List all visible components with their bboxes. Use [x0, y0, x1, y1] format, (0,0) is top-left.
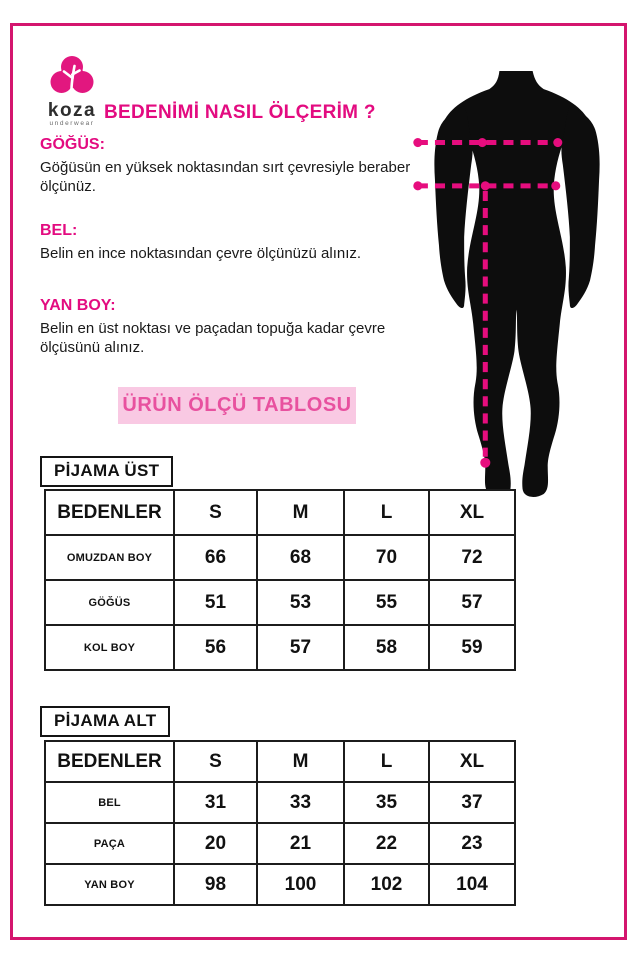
- sizes-header-cell: BEDENLER: [45, 490, 174, 535]
- size-value-cell: 102: [344, 864, 429, 905]
- size-column-header: L: [344, 490, 429, 535]
- measurement-row-label: PAÇA: [45, 823, 174, 864]
- size-value-cell: 56: [174, 625, 257, 670]
- section-text: Belin en üst noktası ve paçadan topuğa kadar çevre ölçüsünü alınız.: [40, 320, 386, 356]
- size-column-header: XL: [429, 490, 515, 535]
- size-value-cell: 100: [257, 864, 344, 905]
- measurement-row-label: GÖĞÜS: [45, 580, 174, 625]
- table-row: [45, 823, 515, 864]
- size-value-cell: 98: [174, 864, 257, 905]
- brand-logo: [40, 54, 104, 128]
- size-value-cell: 21: [257, 823, 344, 864]
- size-table-pijama-ust: [44, 489, 516, 671]
- size-column-header: M: [257, 741, 344, 782]
- table-row: [45, 625, 515, 670]
- measurement-row-label: OMUZDAN BOY: [45, 535, 174, 580]
- table-label-pijama-ust: PİJAMA ÜST: [40, 456, 173, 487]
- left-arm-shape: [434, 106, 472, 308]
- instruction-section-chest: [40, 136, 412, 196]
- size-value-cell: 66: [174, 535, 257, 580]
- size-value-cell: 22: [344, 823, 429, 864]
- body-figure: [412, 64, 620, 502]
- table-row: [45, 580, 515, 625]
- size-value-cell: 20: [174, 823, 257, 864]
- size-value-cell: 23: [429, 823, 515, 864]
- size-column-header: L: [344, 741, 429, 782]
- section-label: YAN BOY:: [40, 297, 116, 314]
- product-size-table-banner: ÜRÜN ÖLÇÜ TABLOSU: [118, 387, 356, 424]
- body-silhouette-figure: [412, 64, 620, 502]
- size-value-cell: 31: [174, 782, 257, 823]
- table-row: [45, 864, 515, 905]
- size-value-cell: 33: [257, 782, 344, 823]
- size-table-pijama-alt: [44, 740, 516, 906]
- table-label-pijama-alt: PİJAMA ALT: [40, 706, 170, 737]
- size-value-cell: 58: [344, 625, 429, 670]
- sizes-header-cell: BEDENLER: [45, 741, 174, 782]
- section-text: Göğüsün en yüksek noktasından sırt çevresiyle beraber ölçünüz.: [40, 159, 411, 195]
- section-label: GÖĞÜS:: [40, 136, 105, 153]
- size-column-header: M: [257, 490, 344, 535]
- instruction-section-side-length: [40, 297, 412, 357]
- measurement-row-label: KOL BOY: [45, 625, 174, 670]
- size-column-header: S: [174, 741, 257, 782]
- measurement-row-label: BEL: [45, 782, 174, 823]
- size-value-cell: 70: [344, 535, 429, 580]
- section-label: BEL:: [40, 222, 78, 239]
- table-header-row: [45, 741, 515, 782]
- instruction-section-waist: [40, 222, 412, 263]
- logo-subtext: underwear: [49, 120, 95, 127]
- size-value-cell: 59: [429, 625, 515, 670]
- size-value-cell: 35: [344, 782, 429, 823]
- size-value-cell: 72: [429, 535, 515, 580]
- size-value-cell: 104: [429, 864, 515, 905]
- size-column-header: S: [174, 490, 257, 535]
- size-column-header: XL: [429, 741, 515, 782]
- right-arm-shape: [561, 106, 599, 308]
- table-row: [45, 535, 515, 580]
- size-value-cell: 53: [257, 580, 344, 625]
- logo-wordmark: koza: [47, 100, 97, 121]
- size-value-cell: 57: [257, 625, 344, 670]
- size-value-cell: 68: [257, 535, 344, 580]
- section-text: Belin en ince noktasından çevre ölçünüzü alınız.: [40, 245, 362, 262]
- table-row: [45, 782, 515, 823]
- size-value-cell: 57: [429, 580, 515, 625]
- size-value-cell: 37: [429, 782, 515, 823]
- measurement-row-label: YAN BOY: [45, 864, 174, 905]
- koza-flower-icon: [48, 54, 96, 102]
- size-value-cell: 55: [344, 580, 429, 625]
- table-header-row: [45, 490, 515, 535]
- size-value-cell: 51: [174, 580, 257, 625]
- page-title: BEDENİMİ NASIL ÖLÇERİM ?: [104, 102, 376, 123]
